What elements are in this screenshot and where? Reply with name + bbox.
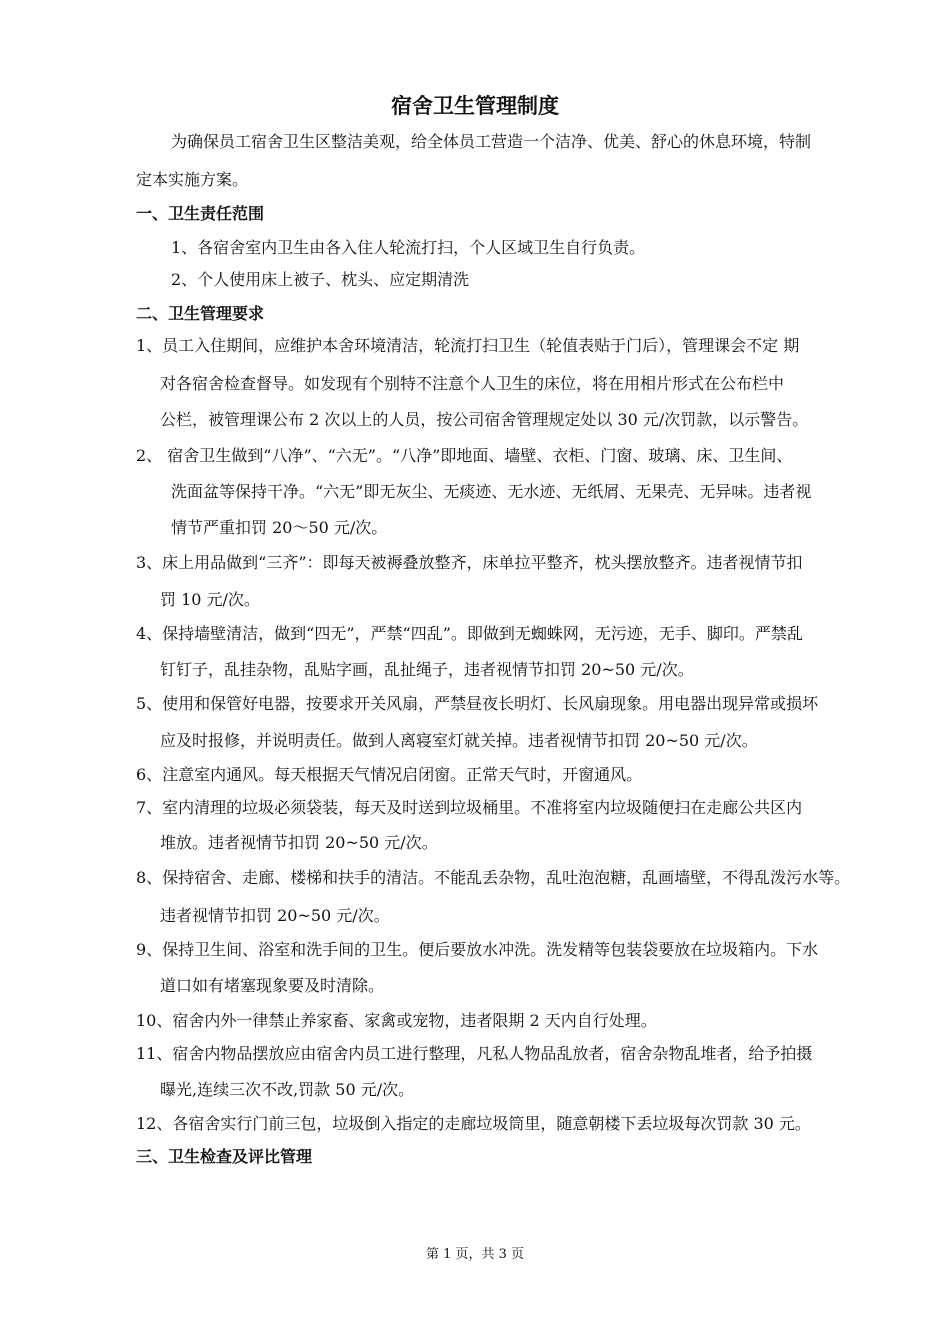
section2-line: 曝光,连续三次不改,罚款 50 元/次。 bbox=[160, 1080, 415, 1099]
section2-line: 钉钉子，乱挂杂物，乱贴字画，乱扯绳子，违者视情节扣罚 20~50 元/次。 bbox=[160, 660, 694, 679]
section2-heading: 二、卫生管理要求 bbox=[136, 304, 265, 323]
section2-line: 4、保持墙壁清洁，做到“四无”，严禁“四乱”。即做到无蜘蛛网，无污迹，无手、脚印。严禁乱 bbox=[136, 624, 803, 643]
section2-line: 对各宿舍检查督导。如发现有个别特不注意个人卫生的床位，将在用相片形式在公布栏中 bbox=[160, 374, 785, 393]
section2-line: 应及时报修，并说明责任。做到人离寝室灯就关掉。违者视情节扣罚 20~50 元/次。 bbox=[160, 731, 758, 750]
section1-heading: 一、卫生责任范围 bbox=[136, 204, 265, 223]
section1-item: 1、各宿舍室内卫生由各入住人轮流打扫，个人区域卫生自行负责。 bbox=[171, 238, 646, 257]
section1-item: 2、个人使用床上被子、枕头、应定期清洗 bbox=[171, 270, 470, 289]
section2-line: 9、保持卫生间、浴室和洗手间的卫生。便后要放水冲洗。洗发精等包装袋要放在垃圾箱内。下水 bbox=[136, 940, 819, 959]
section2-line: 12、各宿舍实行门前三包，垃圾倒入指定的走廊垃圾筒里，随意朝楼下丢垃圾每次罚款 30 元。 bbox=[136, 1114, 811, 1133]
section2-line: 10、宿舍内外一律禁止养家畜、家禽或宠物，违者限期 2 天内自行处理。 bbox=[136, 1011, 657, 1030]
section2-line: 8、保持宿舍、走廊、楼梯和扶手的清洁。不能乱丢杂物，乱吐泡泡糖，乱画墙壁，不得乱泼污水等。 bbox=[136, 868, 851, 887]
section2-line: 罚 10 元/次。 bbox=[160, 590, 260, 609]
page-footer: 第 1 页，共 3 页 bbox=[425, 1247, 525, 1262]
intro-line-1: 为确保员工宿舍卫生区整洁美观，给全体员工营造一个洁净、优美、舒心的休息环境，特制 bbox=[171, 132, 812, 151]
section2-line: 7、室内清理的垃圾必须袋装，每天及时送到垃圾桶里。不准将室内垃圾随便扫在走廊公共区内 bbox=[136, 798, 803, 817]
section2-line: 11、宿舍内物品摆放应由宿舍内员工进行整理，凡私人物品乱放者，宿舍杂物乱堆者，给予拍摄 bbox=[136, 1044, 813, 1063]
section2-line: 5、使用和保管好电器，按要求开关风扇，严禁昼夜长明灯、长风扇现象。用电器出现异常或损坏 bbox=[136, 694, 819, 713]
section2-line: 洗面盆等保持干净。“六无”即无灰尘、无痰迹、无水迹、无纸屑、无果壳、无异味。违者视 bbox=[171, 482, 812, 501]
section2-line: 情节严重扣罚 20～50 元/次。 bbox=[171, 518, 388, 537]
section2-line: 6、注意室内通风。每天根据天气情况启闭窗。正常天气时，开窗通风。 bbox=[136, 765, 643, 784]
intro-line-2: 定本实施方案。 bbox=[136, 170, 249, 189]
document-title: 宿舍卫生管理制度 bbox=[391, 93, 559, 118]
section2-line: 3、床上用品做到“三齐”：即每天被褥叠放整齐，床单拉平整齐，枕头摆放整齐。违者视情节扣 bbox=[136, 553, 803, 572]
section2-line: 堆放。违者视情节扣罚 20~50 元/次。 bbox=[160, 833, 438, 852]
section2-line: 1、员工入住期间，应维护本舍环境清洁，轮流打扫卫生（轮值表贴于门后），管理课会不定 期 bbox=[136, 336, 800, 355]
section2-line: 公栏，被管理课公布 2 次以上的人员，按公司宿舍管理规定处以 30 元/次罚款，以示警告。 bbox=[160, 410, 809, 429]
section2-line: 2、 宿舍卫生做到“八净”、“六无”。“八净”即地面、墙壁、衣柜、门窗、玻璃、床、卫生间、 bbox=[136, 446, 793, 465]
section2-line: 道口如有堵塞现象要及时清除。 bbox=[160, 976, 385, 995]
section3-heading: 三、卫生检查及评比管理 bbox=[136, 1147, 313, 1166]
section2-line: 违者视情节扣罚 20~50 元/次。 bbox=[160, 906, 390, 925]
